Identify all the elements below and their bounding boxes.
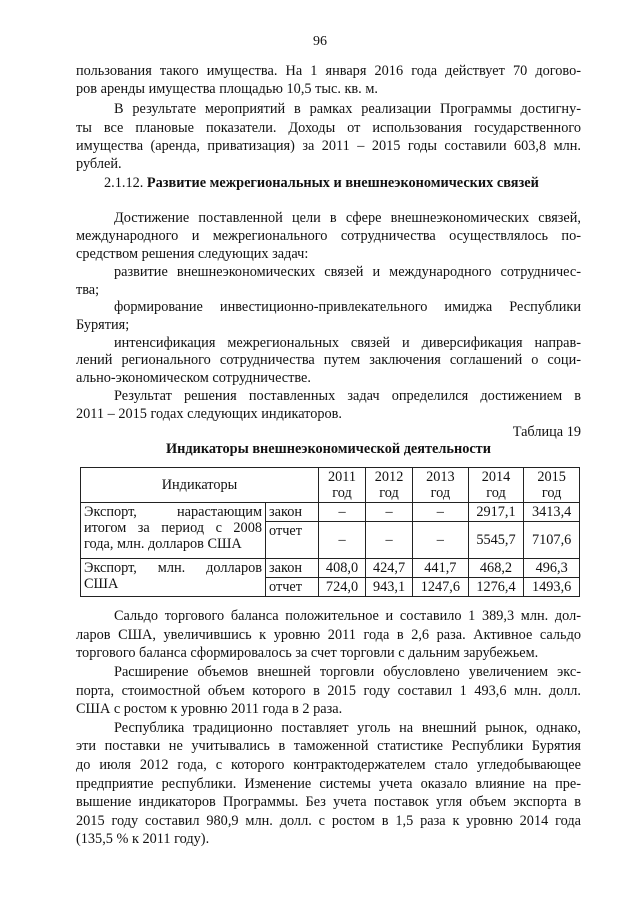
- table-cell: 724,0: [319, 578, 366, 597]
- year-label: 2014: [481, 469, 511, 485]
- text-line: (135,5 % к 2011 году).: [76, 831, 210, 847]
- year-label: 2012: [374, 469, 404, 485]
- header-year: [524, 468, 580, 503]
- text-line: торгового баланса сформировалось за счет торговли с дальним зарубежьем.: [76, 645, 539, 661]
- page-number: 96: [313, 34, 327, 49]
- table-cell: 1247,6: [413, 578, 469, 597]
- text-line: 2015 году составил 980,9 млн. долл. с ростом в 1,5 раза к уровню 2014 года: [76, 813, 581, 829]
- year-unit: год: [541, 485, 562, 501]
- section-number: 2.1.12.: [104, 175, 144, 191]
- indicator-cumulative-export: Экспорт, нарастающим итогом за период с 2008 года, млн. долларов США: [81, 503, 266, 559]
- text-line: вышение индикаторов Программы. Без учета поставок угля объем экспорта в: [76, 794, 581, 810]
- year-label: 2011: [327, 469, 357, 485]
- table-row: [81, 503, 580, 522]
- header-year: [366, 468, 413, 503]
- text-line: пользования такого имущества. На 1 января 2016 года действует 70 догово-: [76, 63, 581, 79]
- year-label: 2013: [426, 469, 455, 485]
- text-line: международного и межрегионального сотрудничества осуществлялось по-: [76, 228, 581, 244]
- section-title: Развитие межрегиональных и внешнеэкономических связей: [146, 175, 539, 191]
- text-line: В результате мероприятий в рамках реализации Программы достигну-: [114, 101, 581, 117]
- text-line: порта, стоимостной объем которого в 2015 году составил 1 493,6 млн. долл.: [76, 683, 581, 699]
- text-line: Достижение поставленной цели в сфере внешнеэкономических связей,: [114, 210, 581, 226]
- table-cell: 496,3: [524, 559, 580, 578]
- year-unit: год: [332, 485, 352, 501]
- table-cell: –: [413, 522, 469, 559]
- header-year: [468, 468, 524, 503]
- header-indicators: [81, 468, 319, 503]
- table-cell: 2917,1: [468, 503, 524, 522]
- text-line: формирование инвестиционно-привлекательного имиджа Республики: [114, 299, 581, 315]
- text-line: до июля 2012 года, с которого контрактодержателем стало угледобывающее: [76, 757, 581, 773]
- year-unit: год: [486, 485, 506, 501]
- text-line: рублей.: [76, 156, 122, 172]
- text-line: Республика традиционно поставляет уголь на внешний рынок, однако,: [114, 720, 581, 736]
- table-cell: 5545,7: [468, 522, 524, 559]
- row-type: закон: [266, 559, 319, 578]
- text-line: эти поставки не учитывались в таможенной статистике Республики Бурятия: [76, 738, 581, 754]
- table-cell: 408,0: [319, 559, 366, 578]
- table-label: Таблица 19: [512, 424, 581, 440]
- table-cell: –: [366, 522, 413, 559]
- year-unit: год: [430, 485, 451, 501]
- text-line: ально-экономическом сотрудничестве.: [76, 370, 311, 386]
- table-cell: 441,7: [413, 559, 469, 578]
- table-header-row: [81, 468, 580, 503]
- header-year: [319, 468, 366, 503]
- text-line: Результат решения поставленных задач определился достижением в: [114, 388, 581, 404]
- row-type: закон: [266, 503, 319, 522]
- year-unit: год: [379, 485, 399, 501]
- text-line: средством решения следующих задач:: [76, 246, 309, 262]
- text-line: предприятие республики. Изменение системы учета оказало влияние на пре-: [76, 776, 581, 792]
- text-line: ларов США, увеличившись к уровню 2011 года в 2,6 раза. Активное сальдо: [76, 627, 581, 643]
- row-type: отчет: [266, 522, 319, 559]
- table-cell: 3413,4: [524, 503, 580, 522]
- text-line: Сальдо торгового баланса положительное и составило 1 389,3 млн. дол-: [114, 608, 581, 624]
- table-cell: 1276,4: [468, 578, 524, 597]
- indicator-export: Экспорт, млн. долларов США: [81, 559, 266, 597]
- table-cell: 943,1: [366, 578, 413, 597]
- section-heading: [104, 175, 581, 192]
- table-cell: 1493,6: [524, 578, 580, 597]
- indicators-table: [80, 467, 580, 597]
- text-line: США с ростом к уровню 2011 года в 2 раза.: [76, 701, 343, 717]
- text-line: Бурятия;: [76, 317, 130, 333]
- text-line: ров аренды имущества площадью 10,5 тыс. кв. м.: [76, 81, 378, 97]
- text-line: интенсификация межрегиональных связей и диверсификация направ-: [114, 335, 581, 351]
- table-cell: –: [366, 503, 413, 522]
- year-label: 2015: [537, 469, 566, 485]
- header-indicators-label: Индикаторы: [161, 477, 238, 493]
- table-cell: –: [319, 503, 366, 522]
- table-title: Индикаторы внешнеэкономической деятельности: [166, 441, 491, 457]
- table-cell: 7107,6: [524, 522, 580, 559]
- text-line: лений регионального сотрудничества путем заключения соглашений о соци-: [76, 352, 581, 368]
- text-line: тва;: [76, 282, 100, 298]
- text-line: 2011 – 2015 годах следующих индикаторов.: [76, 406, 342, 422]
- table-row: [81, 559, 580, 578]
- table-cell: 424,7: [366, 559, 413, 578]
- table-cell: 468,2: [468, 559, 524, 578]
- table-cell: –: [413, 503, 469, 522]
- text-line: имущества (аренда, приватизация) за 2011 – 2015 годы составили 603,8 млн.: [76, 138, 581, 154]
- header-year: [413, 468, 469, 503]
- text-line: развитие внешнеэкономических связей и международного сотрудничес-: [114, 264, 581, 280]
- row-type: отчет: [266, 578, 319, 597]
- text-line: Расширение объемов внешней торговли обусловлено увеличением экс-: [114, 664, 581, 680]
- table-cell: –: [319, 522, 366, 559]
- text-line: ты все плановые показатели. Доходы от использования государственного: [76, 120, 581, 136]
